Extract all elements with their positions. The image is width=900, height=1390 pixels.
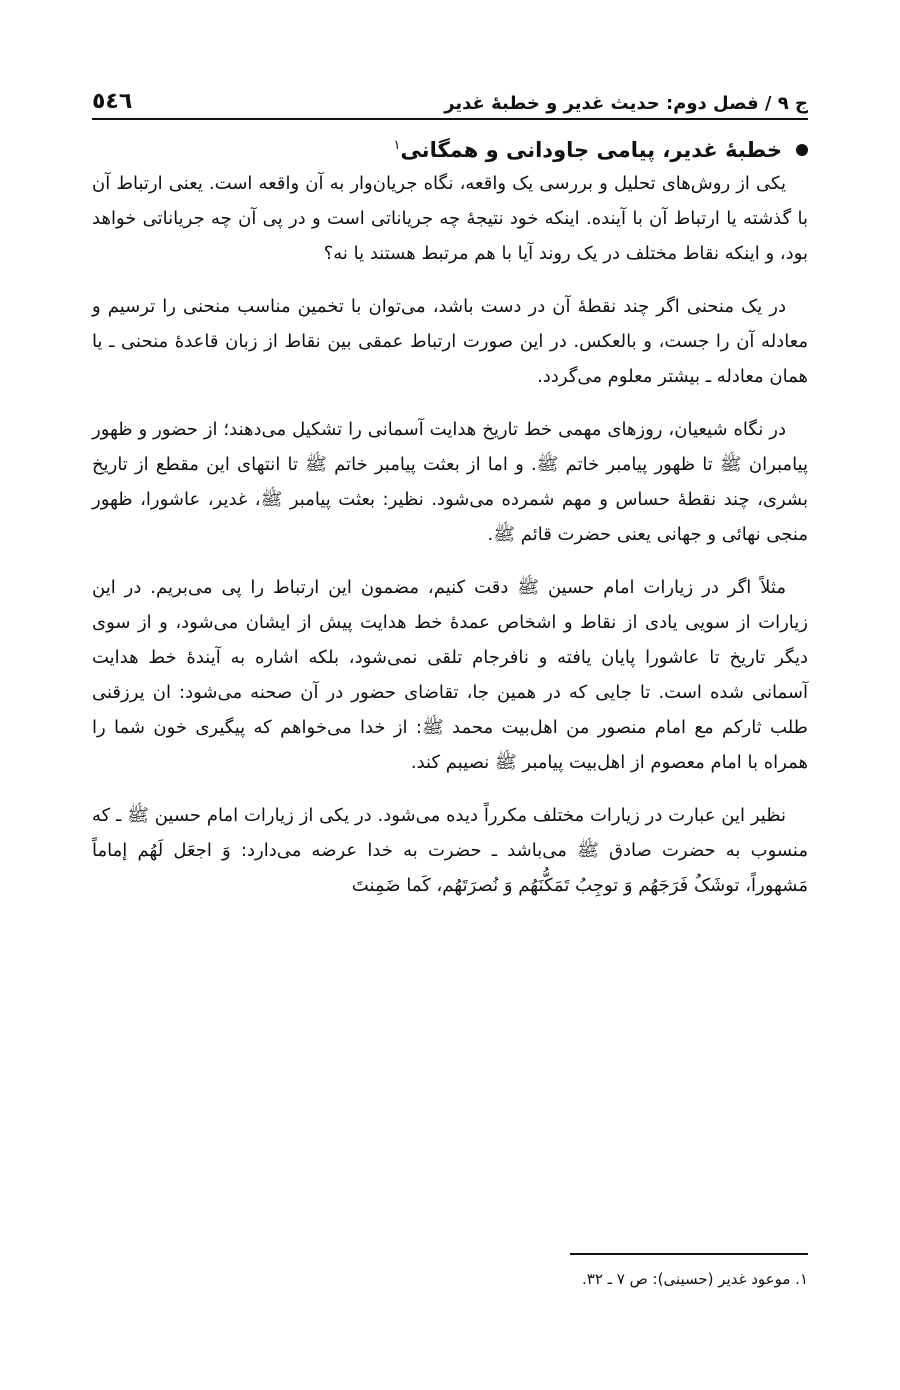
page-body (92, 138, 808, 921)
paragraph: یکی از روش‌های تحلیل و بررسی یک واقعه، نگاه جریان‌وار به آن واقعه است. یعنی ارتباط آن با گذشته یا ارتباط آن با آینده. اینکه خود نتیجۀ چه جریاناتی است و در پی آن چه جریاناتی خواهد بود، و اینکه نقاط مختلف در یک روند آیا با هم مرتبط هستند یا نه؟ (92, 173, 808, 264)
footnote-divider (570, 1253, 808, 1255)
page-number: ٥٤٦ (92, 89, 133, 114)
header-divider (92, 118, 808, 120)
paragraph: در نگاه شیعیان، روزهای مهمی خط تاریخ هدایت آسمانی را تشکیل می‌دهند؛ از حضور و ظهور پیامبران ﷺ تا ظهور پیامبر خاتم ﷺ. و اما از بعثت پیامبر خاتم ﷺ تا انتهای این مقطع از تاریخ بشری، چند نقطۀ حساس و مهم شمرده می‌شود. نظیر: بعثت پیامبر ﷺ، غدیر، عاشورا، ظهور منجی نهائی و جهانی یعنی حضرت قائم ﷺ. (92, 419, 808, 545)
paragraph: نظیر این عبارت در زیارات مختلف مکرراً دیده می‌شود. در یکی از زیارات امام حسین ﷺ ـ که منسوب به حضرت صادق ﷺ می‌باشد ـ حضرت به خدا عرضه می‌دارد: وَ اجعَل لَهُم إماماً مَشهوراً، توشَکُ فَرَجَهُم وَ توجِبُ تَمَکُّنَهُم وَ نُصرَتَهُم، کَما ضَمِنتَ (92, 805, 808, 896)
paragraph: مثلاً اگر در زیارات امام حسین ﷺ دقت کنیم، مضمون این ارتباط را پی می‌بریم. در این زیارات از سویی یادی از نقاط و اشخاص عمدۀ خط هدایت پیش از ایشان می‌شود، و از سوی دیگر تاریخ تا عاشورا پایان یافته و نافرجام تلقی نمی‌شود، بلکه اشاره به آیندۀ خط هدایت آسمانی شده است. تا جایی که در همین جا، تقاضای حضور در آن صحنه می‌شود: ان یرزقنی طلب ثارکم مع امام منصور من اهل‌بیت محمد ﷺ: از خدا می‌خواهم که پیگیری خون شما را همراه با امام معصوم از اهل‌بیت پیامبر ﷺ نصیبم کند. (92, 577, 808, 773)
section-heading (92, 138, 808, 162)
page-header (92, 70, 808, 114)
footnote-reference: ۱ (393, 138, 401, 153)
running-title: ج ۹ / فصل دوم: حدیث غدیر و خطبۀ غدیر (444, 93, 808, 114)
bullet-icon (796, 144, 808, 156)
paragraph: در یک منحنی اگر چند نقطۀ آن در دست باشد، می‌توان با تخمین مناسب منحنی را ترسیم و معادله آن را جست، و بالعکس. در این صورت ارتباط عمقی بین نقاط از زبان قاعدۀ منحنی ـ یا همان معادله ـ بیشتر معلوم می‌گردد. (92, 296, 808, 387)
footnote: ۱. موعود غدیر (حسینی): ص ۷ ـ ۳۲. (581, 1270, 808, 1288)
section-heading-text: خطبۀ غدیر، پیامی جاودانی و همگانی (400, 138, 782, 162)
